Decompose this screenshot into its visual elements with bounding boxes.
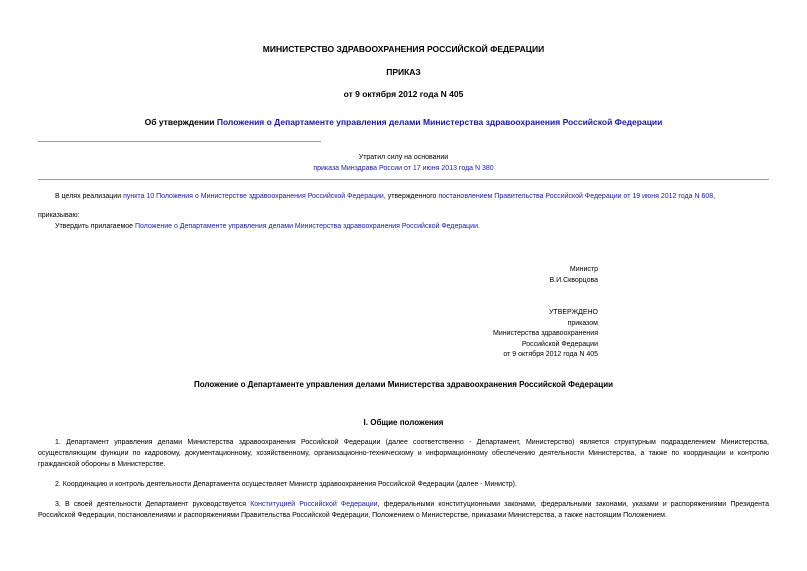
- paragraph-3-text-a: 3. В своей деятельности Департамент руководствуется: [55, 501, 251, 508]
- order-item-prefix: Утвердить прилагаемое: [55, 223, 136, 230]
- approval-line-2: приказом: [567, 320, 598, 327]
- constitution-link[interactable]: Конституцией Российской Федерации: [250, 501, 378, 508]
- order-item: [55, 223, 480, 230]
- document-subject: [0, 117, 807, 127]
- status-text: Утратил силу на основании: [358, 154, 449, 161]
- repeal-order-link[interactable]: приказа Минздрава России от 17 июня 2013 года N 380: [313, 165, 494, 172]
- document-date: от 9 октября 2012 года N 405: [343, 89, 464, 99]
- ministry-heading: МИНИСТЕРСТВО ЗДРАВООХРАНЕНИЯ РОССИЙСКОЙ ФЕДЕРАЦИИ: [262, 44, 545, 54]
- paragraph-1-text: 1. Департамент управления делами Министерства здравоохранения Российской Федерации (далее соответственно - Департамент, Министерство) является структурным подразделением Министерства, осуществляющим функции по кадровому, документационному, хозяйственному, организационно-техническому и информационному обеспечению деятельности Министерства, а также по координации и контролю гражданской обороны в Министерстве.: [38, 439, 769, 468]
- approval-line-5: от 9 октября 2012 года N 405: [503, 351, 598, 358]
- approval-line-4: Российской Федерации: [521, 341, 598, 348]
- status-bottom-rule: [38, 179, 769, 180]
- regulation-point-link[interactable]: пункта 10 Положения о Министерстве здравоохранения Российской Федерации: [123, 193, 384, 200]
- signature-name: В.И.Скворцова: [549, 277, 598, 284]
- government-resolution-link[interactable]: постановлением Правительства Российской Федерации от 19 июня 2012 года N 608: [438, 193, 714, 200]
- paragraph-3-text-b: , федеральными конституционными законами, федеральными законами, указами и распоряжениями Президента Российской Федерации, постановлениями и распоряжениями Правительства Российской Федерации, Положением о Министерстве, приказами Министерства, а также настоящим Положением.: [38, 501, 769, 519]
- paragraph-2: [38, 479, 769, 490]
- status-link-line: [0, 165, 807, 172]
- approval-line-3: Министерства здравоохранения: [493, 330, 598, 337]
- subject-prefix: Об утверждении: [144, 117, 217, 127]
- approval-line-1: УТВЕРЖДЕНО: [548, 309, 598, 316]
- order-item-suffix: .: [477, 223, 480, 230]
- subject-link[interactable]: Положения о Департаменте управления делами Министерства здравоохранения Российской Федерации: [216, 117, 663, 127]
- document-type: ПРИКАЗ: [386, 67, 421, 77]
- regulation-title: Положение о Департаменте управления делами Министерства здравоохранения Российской Федерации: [193, 380, 614, 389]
- paragraph-3: [38, 499, 769, 521]
- status-top-rule: [38, 141, 321, 142]
- regulation-link[interactable]: Положение о Департаменте управления делами Министерства здравоохранения Российской Федерации: [135, 223, 478, 230]
- preamble-text-2: , утвержденного: [383, 193, 439, 200]
- signature-title: Министр: [569, 266, 598, 273]
- preamble-text-3: ,: [713, 193, 716, 200]
- order-word: приказываю:: [38, 212, 80, 219]
- preamble-paragraph: [55, 193, 715, 200]
- paragraph-2-text: 2. Координацию и контроль деятельности Департамента осуществляет Министр здравоохранения Российской Федерации (далее - Министр).: [55, 481, 517, 488]
- section-heading: I. Общие положения: [363, 418, 444, 427]
- preamble-text-1: В целях реализации: [55, 193, 124, 200]
- paragraph-1: [38, 437, 769, 470]
